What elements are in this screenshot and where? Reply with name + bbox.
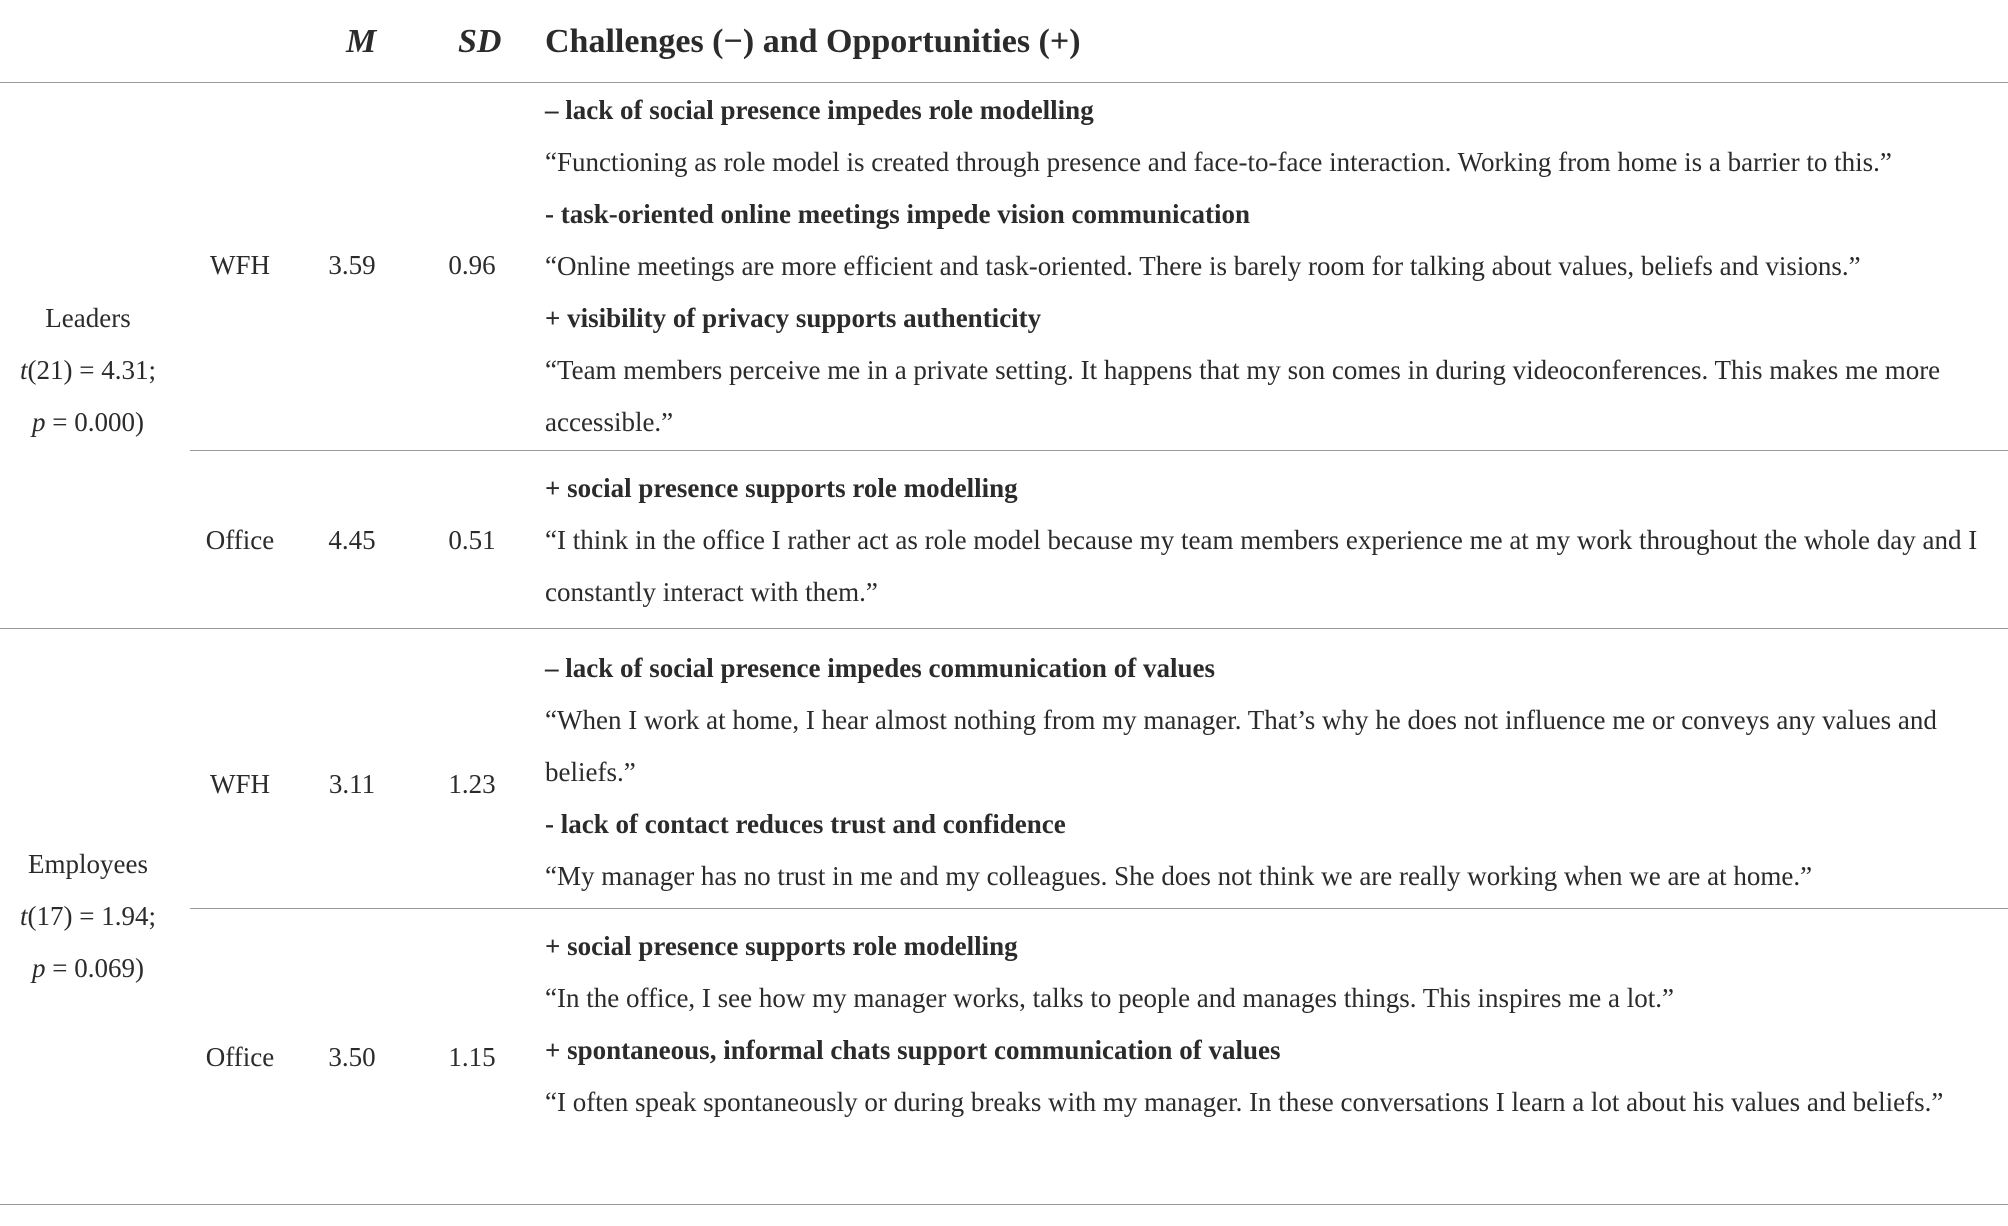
row-content	[545, 642, 1995, 902]
challenge-heading: - task-oriented online meetings impede vision communication	[545, 199, 1250, 229]
p-statistic	[0, 942, 176, 994]
interview-quote: “In the office, I see how my manager works, talks to people and manages things. This inspires me a lot.”	[545, 983, 1674, 1013]
employees-wfh-row	[190, 630, 2008, 909]
opportunity-heading: + social presence supports role modelling	[545, 473, 1018, 503]
t-statistic	[0, 344, 176, 396]
t-value: (21) = 4.31;	[27, 355, 156, 385]
table-header	[0, 0, 2008, 83]
mean-value: 3.50	[328, 1042, 376, 1072]
sd-value: 1.23	[448, 769, 496, 799]
challenge-heading: – lack of social presence impedes communication of values	[545, 653, 1215, 683]
group-name: Leaders	[45, 303, 131, 333]
opportunity-heading: + visibility of privacy supports authenticity	[545, 303, 1042, 333]
leaders-section	[0, 84, 2008, 629]
header-mean: M	[346, 23, 377, 60]
p-value: = 0.000)	[45, 407, 144, 437]
t-statistic	[0, 890, 176, 942]
employees-section	[0, 630, 2008, 1205]
t-symbol: t	[20, 901, 28, 931]
header-sd: SD	[458, 23, 502, 60]
challenge-heading: – lack of social presence impedes role modelling	[545, 95, 1094, 125]
opportunity-heading: + social presence supports role modelling	[545, 931, 1018, 961]
interview-quote: “Team members perceive me in a private setting. It happens that my son comes in during videoconferences. This makes me more accessible.”	[545, 355, 1941, 437]
sd-value: 0.96	[448, 250, 496, 280]
condition-label: Office	[205, 1042, 275, 1072]
interview-quote: “My manager has no trust in me and my colleagues. She does not think we are really working when we are at home.”	[545, 861, 1813, 891]
interview-quote: “Functioning as role model is created through presence and face-to-face interaction. Working from home is a barrier to this.”	[545, 147, 1892, 177]
t-value: (17) = 1.94;	[27, 901, 156, 931]
interview-quote: “I think in the office I rather act as role model because my team members experience me at my work throughout the whole day and I constantly interact with them.”	[545, 525, 1978, 607]
challenge-heading: - lack of contact reduces trust and confidence	[545, 809, 1066, 839]
condition-label: WFH	[210, 769, 270, 799]
p-symbol: p	[32, 407, 46, 437]
interview-quote: “Online meetings are more efficient and task-oriented. There is barely room for talking about values, beliefs and visions.”	[545, 251, 1861, 281]
condition-label: Office	[205, 525, 275, 555]
sd-value: 1.15	[448, 1042, 496, 1072]
group-name: Employees	[28, 849, 148, 879]
opportunity-heading: + spontaneous, informal chats support communication of values	[545, 1035, 1281, 1065]
p-symbol: p	[32, 953, 46, 983]
mean-value: 3.59	[328, 250, 376, 280]
row-content	[545, 462, 1995, 618]
p-statistic	[0, 396, 176, 448]
leaders-office-row	[190, 452, 2008, 628]
row-content	[545, 84, 1995, 448]
interview-quote: “When I work at home, I hear almost nothing from my manager. That’s why he does not influence me or conveys any values and beliefs.”	[545, 705, 1937, 787]
mean-value: 3.11	[328, 769, 376, 799]
mean-value: 4.45	[328, 525, 376, 555]
leaders-wfh-row	[190, 84, 2008, 451]
employees-office-row	[190, 910, 2008, 1204]
group-label-leaders	[0, 292, 176, 448]
sd-value: 0.51	[448, 525, 496, 555]
group-label-employees	[0, 838, 176, 994]
condition-label: WFH	[210, 250, 270, 280]
row-content	[545, 920, 1995, 1128]
t-symbol: t	[20, 355, 28, 385]
header-challenges: Challenges (−) and Opportunities (+)	[545, 23, 1081, 60]
interview-quote: “I often speak spontaneously or during breaks with my manager. In these conversations I learn a lot about his values and beliefs.”	[545, 1087, 1944, 1117]
p-value: = 0.069)	[45, 953, 144, 983]
